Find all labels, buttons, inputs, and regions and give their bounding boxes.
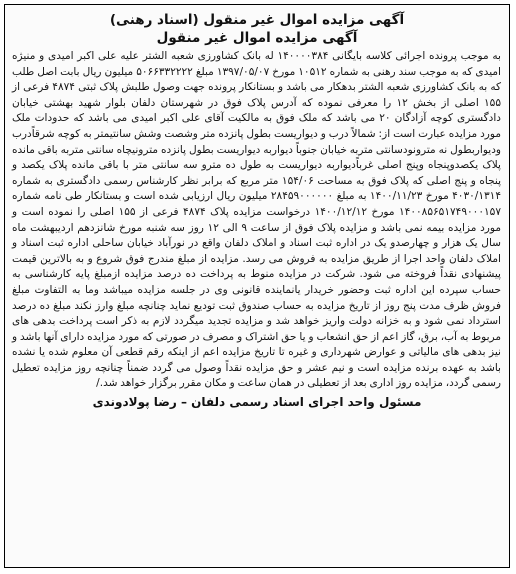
notice-signature: مسئول واحد اجرای اسناد رسمی دلفان – رضا پولادوندی xyxy=(92,395,422,410)
notice-frame xyxy=(4,4,510,568)
notice-title-primary: آگهی مزایده اموال غیر منقول (اسناد رهنی) xyxy=(109,12,405,28)
notice-body: به موجب پرونده اجرائی کلاسه بایگانی ۱۴۰۰۰۰۳۸۴ له بانک کشاورزی شعبه الشتر علیه علی اکبر امیدی و منیژه امیدی که به موجب سند رهنی به شماره ۱۰۵۱۲ مورخ ۱۳۹۷/۰۵/۰۷ مبلغ ۵۰۶۶۳۳۲۲۲۲ میلیون ریال بابت اصل طلب که به بانک کشاورزی شعبه الشتر بدهکار می باشد و بستانکار پرونده جهت وصول طلبش پلاک ثبتی ۴۸۷۴ فرعی از ۱۵۵ اصلی از بخش ۱۲ را معرفی نموده که آدرس پلاک فوق در شهرستان دلفان بلوار شهید بهشتی خیابان دادگستری کوچه آزادگان ۲۰ می باشد که ملک فوق به مالکیت آقای علی اکبر امیدی می باشد که حدودات ملک مورد مزایده عبارت است از: شمالاً درب و دیواریست بطول پانزده متر وشصت وشش سانتیمتر به کوچه شرقاًدرب ودیواربطول نه مترونودسانتی متربه خیابان جنوباً دیواربه دیواریست بطول پانزده مترونیچاه سانتی متربه باقی مانده پلاک یکصدوپنجاه وپنج اصلی غرباًدیواربه دیواریست به طول ده مترو سه سانتی متر با باقی مانده پلاک یکصد و پنجاه و پنج اصلی که پلاک فوق به مساحت ۱۵۴/۰۶ متر مربع که برابر نظر کارشناس رسمی دادگستری به شماره ۴۰۳۰/۱۳۱۴ مورخ ۱۴۰۰/۱۱/۲۳ به مبلغ ۲۸۴۵۹۰۰۰۰۰۰ میلیون ریال ارزیابی شده است و بستانکار طی نامه شماره ۱۴۰۰۸۵۶۵۱۷۴۹۰۰۰۱۵۷ مورخ ۱۴۰۰/۱۲/۱۲ درخواست مزایده پلاک ۴۸۷۴ فرعی از ۱۵۵ اصلی را نموده است و مورد مزایده بیمه نمی باشد و مزایده پلاک فوق از ساعت ۹ الی ۱۲ روز سه شنبه مورخ شانزدهم اردیبهشت ماه سال یک هزار و چهارصدو یک در اداره ثبت اسناد و املاک دلفان واقع در نورآباد خیابان ساحلی اداره ثبت اسناد و املاک دلفان واحد اجرا از طریق مزایده به فروش می رسد. مزایده از مبلغ مندرج فوق شروع و به بالاترین قیمت پیشنهادی نقداً فروخته می شود. شرکت در مزایده منوط به پرداخت ده درصد مزایده ازمبلغ پایه کارشناسی به حساب سپرده این اداره ثبت وحضور خریدار یانماینده قانونی وی در جلسه مزایده میباشد وما به التفاوت مبلغ فروش ظرف مدت پنج روز از تاریخ مزایده به حساب صندوق ثبت تودیع نماید چنانچه مبلغ وارز نکند مبلغ ده درصد استرداد نمی شود و به خزانه دولت واریز خواهد شد و مزایده تجدید میگردد لازم به ذکر است پرداخت بدهی های مربوط به آب، برق، گاز اعم از حق انشعاب و یا حق اشتراک و مصرف در صورتی که مورد مزایده دارای آنها باشد و نیز بدهی های مالیاتی و عوارض شهرداری و غیره تا تاریخ مزایده اعم از اینکه رقم قطعی آن معلوم شده یا نشده باشد به عهده برنده مزایده است و نیم عشر و حق مزایده نقداً وصول می گردد ضمناً چنانچه روز مزایده تعطیل رسمی گردد، مزایده روز اداری بعد از تعطیلی در همان ساعت و مکان مقرر برگزار خواهد شد./ xyxy=(12,50,502,390)
notice-title-secondary: آگهی مزایده اموال غیر منقول xyxy=(156,30,358,46)
